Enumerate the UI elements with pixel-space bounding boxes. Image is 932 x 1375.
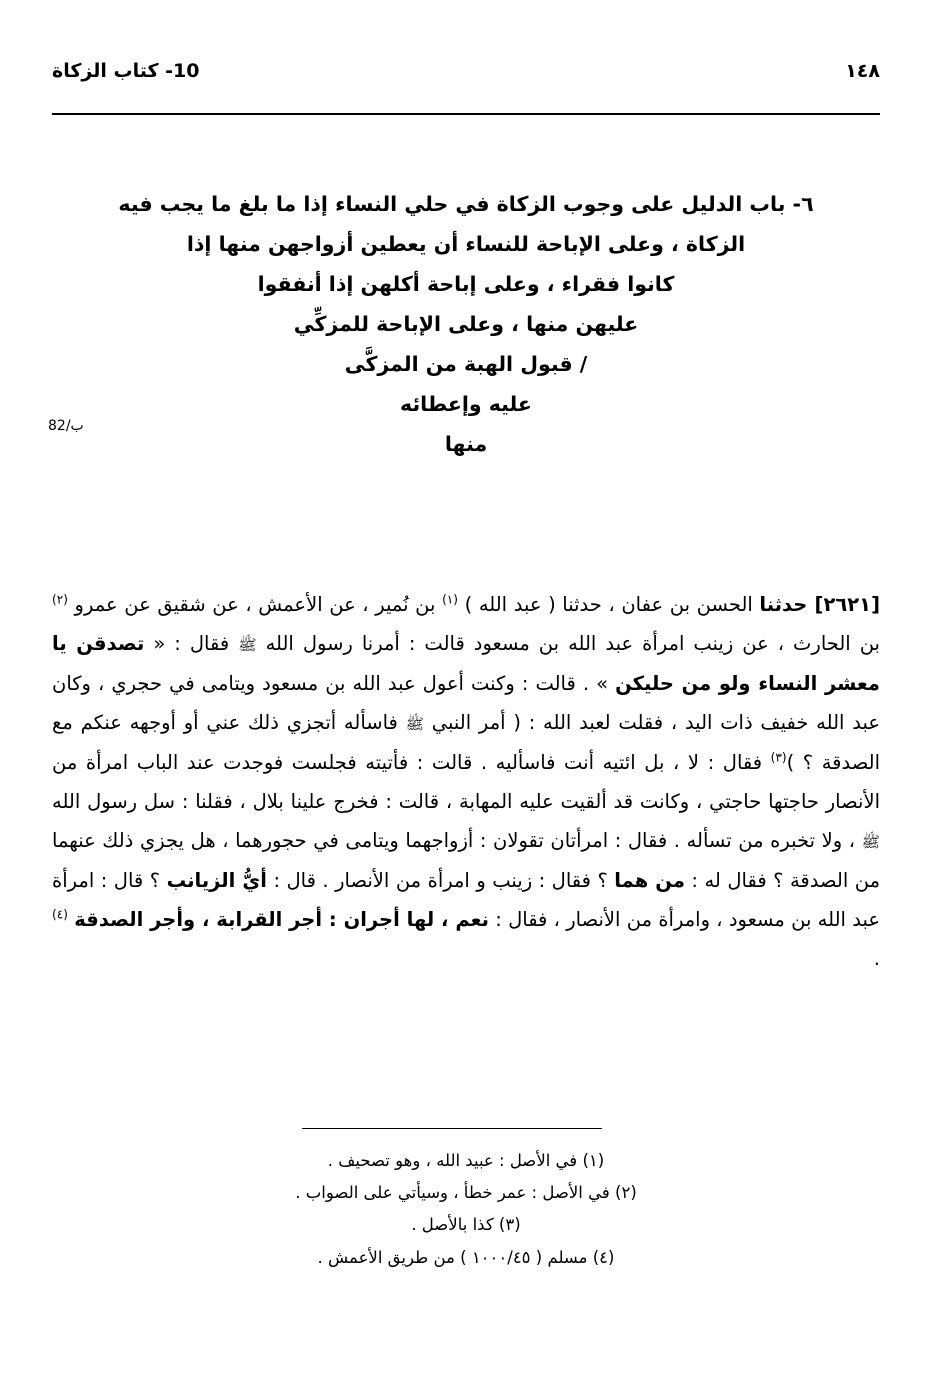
section-title-line-7: منها bbox=[444, 431, 488, 456]
hadith-body bbox=[52, 585, 880, 979]
section-title-line-4: عليهن منها ، وعلى الإباحة للمزكِّي bbox=[293, 311, 639, 336]
footnote-item: (٤) مسلم ( ١٠٠٠/٤٥ ) من طريق الأعمش . bbox=[317, 1247, 615, 1267]
section-title-line-6: عليه وإعطائه bbox=[400, 391, 532, 416]
header-divider bbox=[52, 113, 880, 115]
hadith-paragraph: [٢٦٢١] حدثنا الحسن بن عفان ، حدثنا ( عبد الله ) $^{(١)}$ بن نُمير ، عن الأعمش ، عن شقيق عن عمرو $^{(٢)}$ بن الحارث ، عن زينب امرأة عبد الله بن مسعود قالت : أمرنا رسول الله ﷺ فقال : « تصدقن يا معشر النساء ولو من حليكن » . قالت : وكنت أعول عبد الله بن مسعود ويتامى في حجري ، وكان عبد الله خفيف ذات اليد ، فقلت لعبد الله : ( أمر النبي ﷺ فاسأله أتجزي ذلك عني أو أوجهه عنكم مع الصدقة ؟ )$^{(٣)}$ فقال : لا ، بل ائتيه أنت فاسأليه . قالت : فأتيته فجلست فوجدت عند الباب امرأة من الأنصار حاجتها حاجتي ، وكانت قد ألقيت عليه المهابة ، قالت : فخرج علينا بلال ، فقلنا : سل رسول الله ﷺ ، ولا تخبره من تسأله . فقال : امرأتان تقولان : أزواجهما ويتامى في حجورهما ، هل يجزي ذلك عنهما من الصدقة ؟ فقال له : من هما ؟ فقال : زينب و امرأة من الأنصار . قال : أيُّ الزيانب ؟ قال : امرأة عبد الله بن مسعود ، وامرأة من الأنصار ، فقال : نعم ، لها أجران : أجر القرابة ، وأجر الصدقة $^{(٤)}$ . bbox=[52, 592, 881, 971]
footnote-list bbox=[52, 1145, 880, 1274]
footnote-divider bbox=[302, 1128, 602, 1129]
section-title-line-5: / قبول الهبة من المزكَّى bbox=[344, 351, 588, 376]
section-title-line-2: الزكاة ، وعلى الإباحة للنساء أن يعطين أزواجهن منها إذا bbox=[186, 231, 746, 256]
header-chapter-title: 10- كتاب الزكاة bbox=[52, 60, 200, 82]
folio-marker: 82/ب bbox=[48, 418, 84, 434]
footnote-item: (٢) في الأصل : عمر خطأ ، وسيأتي على الصواب . bbox=[295, 1183, 637, 1203]
section-title-line-1: ٦- باب الدليل على وجوب الزكاة في حلي النساء إذا ما بلغ ما يجب فيه bbox=[118, 192, 814, 216]
page-header bbox=[52, 60, 880, 82]
section-title-line-3: كانوا فقراء ، وعلى إباحة أكلهن إذا أنفقوا bbox=[257, 271, 675, 296]
header-page-number: ١٤٨ bbox=[845, 60, 880, 82]
section-title bbox=[52, 185, 880, 465]
footnote-item: (٣) كذا بالأصل . bbox=[411, 1215, 521, 1235]
footnote-item: (١) في الأصل : عبيد الله ، وهو تصحيف . bbox=[327, 1151, 605, 1170]
